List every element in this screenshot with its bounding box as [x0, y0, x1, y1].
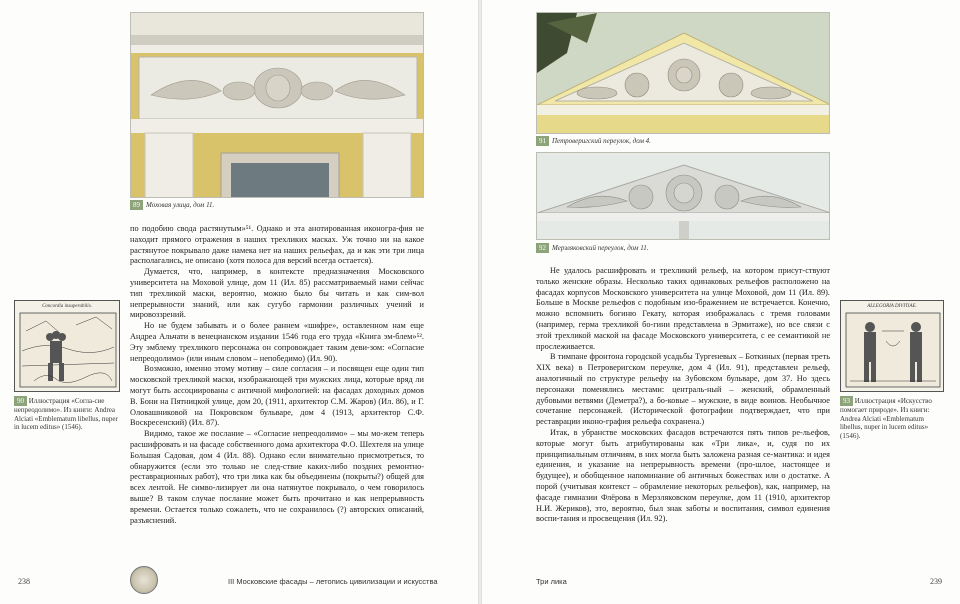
engraving-illustration — [840, 300, 944, 392]
figure-number: 91 — [536, 136, 549, 146]
caption-text: Моховая улица, дом 11. — [146, 201, 215, 209]
engraving-label: Concordia insuperabilis. — [42, 304, 92, 309]
paragraph: Возможно, именно этому мотиву – силе согласия – и посвящен еще один тип московской трехликой маски, изображающей три мужских лица, которые вряд ли могут быть ассоциированы с античной мифологией: на фасадах доходных домов В. Бони на Пятницкой улице, дом 20, (1911, архитектор С.М. Жаров) (Ил. 86), и Г. Оловашниковой на Покровском бульваре, дом 4 (1913, архитектор С.Ф. Воскресенский) (Ил. 87). — [130, 364, 424, 428]
paragraph: В тимпане фронтона городской усадьбы Тургеневых – Боткиных (первая треть XIX века) в Петроверигском переулке, дом 4 (Ил. 91), представлен рельеф, аналогичный по структуре рельефу на Зубовском бульваре, дом 37. Но здесь персонажи поменялись местами: централь-ный – женский, обрамленный дубовыми ветвями (Деметра?), а бо-ковые – мужские, в виде воинов. Необычное сочетание персонажей. (Исторической фотографии подтверждает, что при реставрации иконо-графия рельефа сохранена.) — [536, 352, 830, 427]
caption-fig-92 — [536, 243, 648, 253]
chapter-emblem-icon — [130, 566, 158, 594]
right-body-text — [536, 266, 830, 525]
figure-number: 89 — [130, 200, 143, 210]
photo-fig-91 — [536, 12, 830, 134]
left-body-text — [130, 224, 424, 526]
paragraph: Думается, что, например, в контексте предназначения Московского университета на Моховой улице, дом 11 (Ил. 85) рассматриваемый нами сейчас тип трехликой маски, вероятно, можно было бы читать и как сим-вол непрерывности знаний, или как сугубо гармонии различных учений и мировоззрений. — [130, 267, 424, 320]
right-page — [482, 0, 960, 604]
caption-fig-89 — [130, 200, 214, 210]
side-note-caption — [14, 396, 120, 432]
side-note-caption — [840, 396, 948, 440]
photo-fig-92 — [536, 152, 830, 240]
paragraph: Видимо, такое же послание – «Согласие непреодолимо» – мы мо-жем теперь расшифровать и на фасаде собственного дома архитектора Ф.О. Шехтеля на улице Большая Садовая, дом 4 (Ил. 88). Однако если внимательно присмотреться, то обнаружится (если это только не след-ствие каких-либо поздних ремонтно-реставрационных работ), что три лика как бы объединены (покрыты?) общей для всех лентой. Не симво-лизирует ли она натянутое покрывало, о чем говорилось выше? В таком случае послание может быть прочитано и как непрерывность времени. Остается только сожалеть, что не сохранилось (?) авторских описаний, разъяснений. — [130, 429, 424, 525]
figure-number: 90 — [14, 396, 27, 406]
side-note-text: Иллюстрация «Искусство помогает природе». Из книги: Andrea Alciati «Emblematum libellus, nuper in lucem editus» (1546). — [840, 397, 932, 440]
side-note-93 — [840, 300, 948, 440]
side-note-text: Иллюстрация «Согла-сие непреодолимо». Из книги: Andrea Alciati «Emblematum libellus, nuper in lucem editus» (1546). — [14, 397, 118, 431]
page-number: 238 — [18, 577, 30, 586]
engraving-label: ALLEGORIA DIVITIAE. — [867, 304, 917, 309]
figure-number: 93 — [840, 396, 853, 406]
left-page — [0, 0, 478, 604]
paragraph: по подобию свода растянутым»⁵¹. Однако и эта анотированная иконогра-фия не находит прямого отражения в наших трехликих масках. Уж точно ни на какое растянутое покрывало даже намека нет на наших рельефах, да и как эти три лица располагались, не описано (хотя полоса для версий всегда остается). — [130, 224, 424, 266]
paragraph: Но не будем забывать и о более раннем «шифре», оставленном нам еще Андреа Альчати в венецианском издании 1546 года его труда «Книга эм-блем»⁵². Эту эмблему трехликого персонажа он сопровождает таким деви-зом: «Согласие непреодолимо» (или иным словом – непобедимо) (Ил. 90). — [130, 321, 424, 363]
running-head: III Московские фасады – летопись цивилизации и искусства — [228, 577, 438, 586]
paragraph: Итак, в убранстве московских фасадов встречаются пять типов ре-льефов, которые могут быть атрибутированы как «Три лика», и, судя по их принципиальным отличиям, в них могла быть заложена разная се-мантика: и идея единения, и указание на непрерывность времени (про-шлое, настоящее и будущее), и обобщенное напоминание об античных божествах или о достатке. А порой (учитывая контекст – обрамление некоторых рельефов), как, например, на фасаде гимназии Флёрова в Мерзляковском переулке, дом 11 (1910, архитектор Н.И. Жериков), это, вероятно, был знак заботы и воспитания, символ единения воспи-тания и просвещения (Ил. 92). — [536, 427, 830, 524]
photo-fig-89 — [130, 12, 424, 198]
page-number: 239 — [930, 577, 942, 586]
caption-fig-91 — [536, 136, 651, 146]
figure-number: 92 — [536, 243, 549, 253]
running-head: Три лика — [536, 577, 567, 586]
caption-text: Мерзляковский переулок, дом 11. — [552, 244, 649, 252]
paragraph: Не удалось расшифровать и трехликий рельеф, на котором присут-ствуют только женские образы. Несколько таких одинаковых рельефов расположено на фасадах корпусов Московского университета на улице Моховой, дом 11 (Ил. 89). Больше в Москве рельефов с подобным изо-бражением не встречается. Конечно, можно вспомнить богиню Гекату, которая изображалась с тремя головами (например, герма трехликой бо-гини представлена в Эрмитаже), но все связи с этой трехликой маской на фасаде Московского университета, с ее семантикой не прослеживается. — [536, 266, 830, 351]
caption-text: Петроверигский переулок, дом 4. — [552, 137, 651, 145]
engraving-illustration — [14, 300, 120, 392]
side-note-90 — [14, 300, 120, 432]
